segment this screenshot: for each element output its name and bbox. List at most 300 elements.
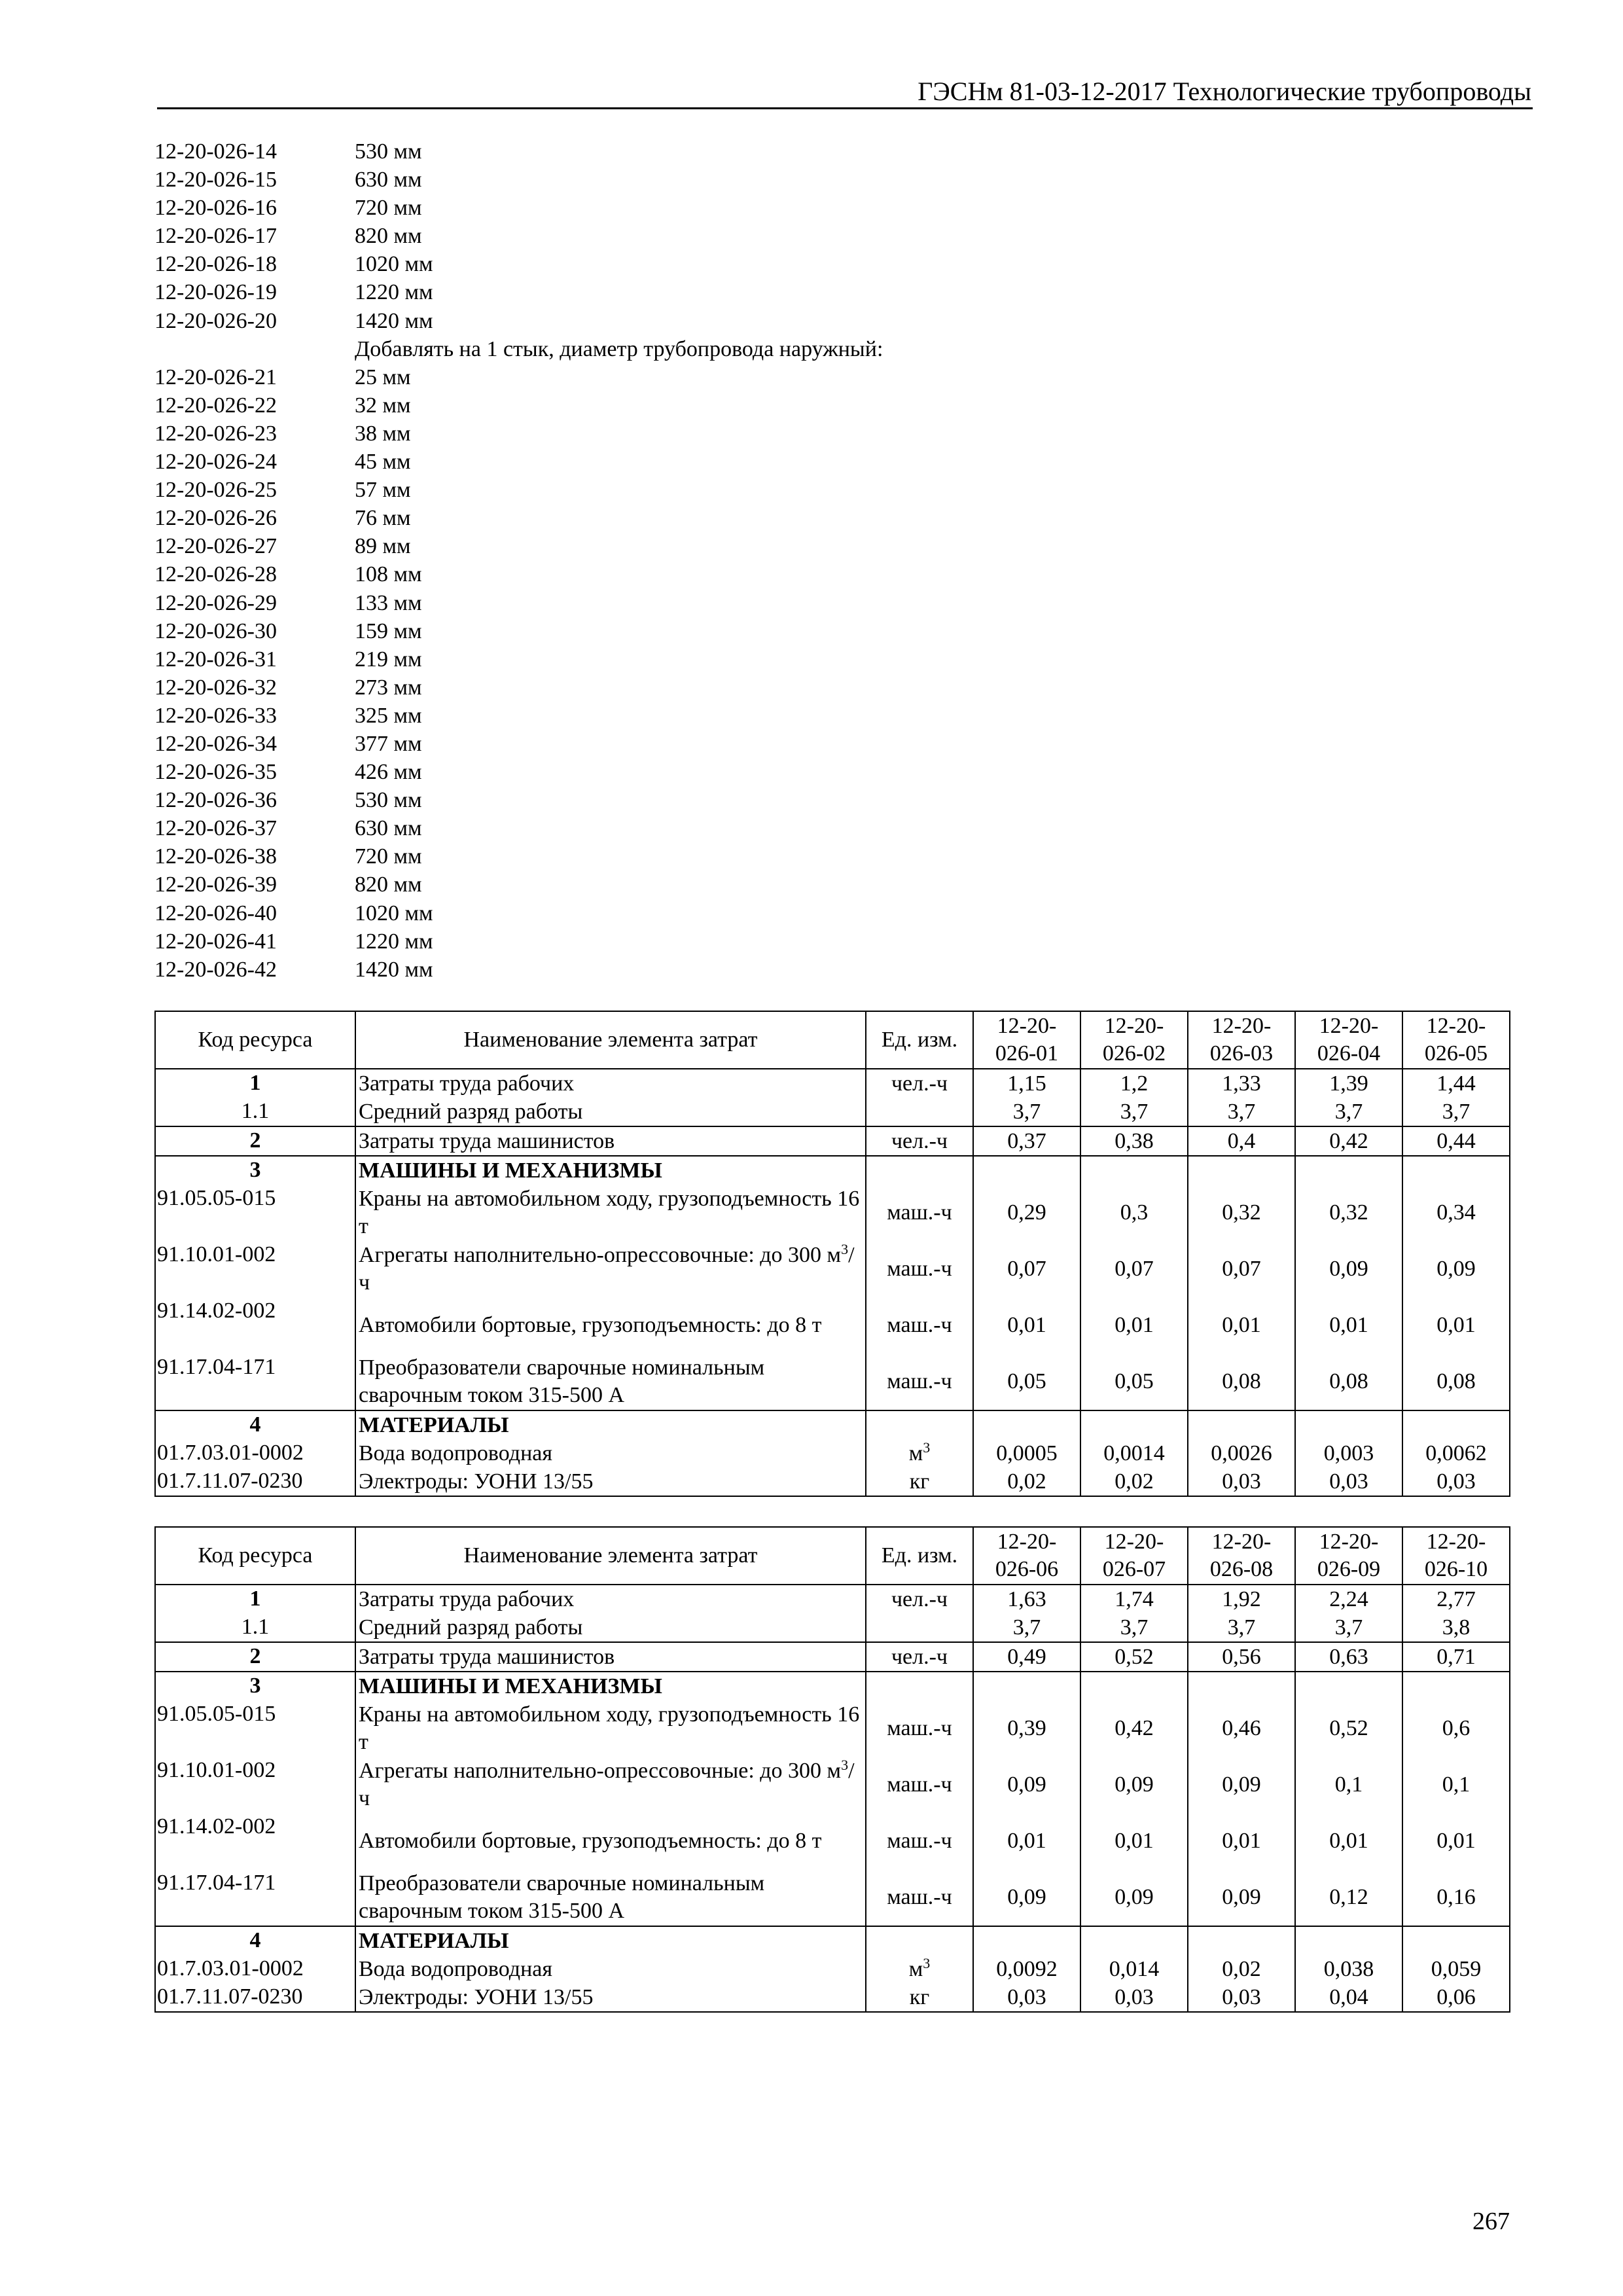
item-description: 25 мм: [355, 365, 411, 389]
item-code: 12-20-026-17: [154, 224, 277, 249]
code-list-item: [154, 617, 1136, 645]
cell-value: [1402, 1410, 1510, 1439]
cell-resource-code: 3: [155, 1156, 355, 1185]
cell-resource-code: 91.10.01-002: [155, 1241, 355, 1297]
code-list-item: [154, 420, 1136, 448]
code-list-item: [154, 758, 1136, 786]
item-description: 720 мм: [355, 844, 422, 869]
item-code: 12-20-026-36: [154, 788, 277, 813]
cell-value: 0,05: [1080, 1354, 1188, 1410]
cell-value: 0,03: [1295, 1467, 1402, 1496]
item-code: 12-20-026-27: [154, 534, 277, 559]
cell-value: 3,7: [1295, 1613, 1402, 1642]
cell-value: 0,46: [1188, 1700, 1295, 1757]
cell-unit: маш.-ч: [866, 1185, 973, 1241]
cell-value: 0,03: [1188, 1467, 1295, 1496]
item-description: 820 мм: [355, 872, 422, 897]
header-unit: Ед. изм.: [866, 1527, 973, 1585]
cell-cost-element-name: Агрегаты наполнительно-опрессовочные: до 300 $м^3/ч$: [355, 1241, 866, 1297]
item-code: 12-20-026-30: [154, 619, 277, 643]
header-norm-code: 12-20- 026-03: [1188, 1011, 1295, 1069]
cell-value: 0,01: [973, 1813, 1080, 1869]
cell-value: [1402, 1672, 1510, 1700]
table-row: [155, 1869, 1510, 1926]
cell-value: [1188, 1410, 1295, 1439]
cell-unit: маш.-ч: [866, 1813, 973, 1869]
cell-resource-code: 1.1: [155, 1098, 355, 1126]
table-row: [155, 1241, 1510, 1297]
item-description: 219 мм: [355, 647, 422, 672]
cell-resource-code: 2: [155, 1126, 355, 1156]
cell-value: 3,7: [1080, 1613, 1188, 1642]
cell-value: 0,37: [973, 1126, 1080, 1156]
cell-value: 0,09: [1080, 1869, 1188, 1926]
cell-resource-code: 1: [155, 1585, 355, 1613]
cell-value: 3,7: [1188, 1613, 1295, 1642]
item-code: 12-20-026-29: [154, 590, 277, 615]
header-resource-code: Код ресурса: [155, 1011, 355, 1069]
cell-value: 0,1: [1402, 1757, 1510, 1813]
item-code: 12-20-026-16: [154, 196, 277, 221]
cell-unit: маш.-ч: [866, 1869, 973, 1926]
item-description: 45 мм: [355, 450, 411, 475]
cell-value: 0,08: [1402, 1354, 1510, 1410]
code-list-item: [154, 532, 1136, 560]
cell-unit: маш.-ч: [866, 1700, 973, 1757]
cell-value: 0,0026: [1188, 1439, 1295, 1467]
cell-value: 0,0092: [973, 1955, 1080, 1983]
cell-value: 0,03: [1402, 1467, 1510, 1496]
page-number: 267: [1472, 2208, 1510, 2235]
cell-value: [973, 1410, 1080, 1439]
cell-resource-code: 91.05.05-015: [155, 1700, 355, 1757]
code-list-item: [154, 278, 1136, 306]
item-code: 12-20-026-19: [154, 280, 277, 305]
cell-value: 0,0062: [1402, 1439, 1510, 1467]
cell-value: 0,07: [1080, 1241, 1188, 1297]
item-code: 12-20-026-15: [154, 168, 277, 192]
cell-value: 0,01: [1295, 1297, 1402, 1354]
cell-resource-code: 01.7.11.07-0230: [155, 1983, 355, 2012]
table-row: [155, 1585, 1510, 1613]
table-row: [155, 1813, 1510, 1869]
item-code: 12-20-026-31: [154, 647, 277, 672]
cell-resource-code: 2: [155, 1642, 355, 1672]
item-code: 12-20-026-40: [154, 901, 277, 925]
cell-resource-code: 01.7.03.01-0002: [155, 1439, 355, 1467]
item-description: 530 мм: [355, 139, 422, 164]
table-row: [155, 1672, 1510, 1700]
cell-resource-code: 4: [155, 1410, 355, 1439]
cell-cost-element-name: Краны на автомобильном ходу, грузоподъемность 16 т: [355, 1700, 866, 1757]
cell-value: 0,07: [973, 1241, 1080, 1297]
cell-value: [973, 1156, 1080, 1185]
cell-value: 0,34: [1402, 1185, 1510, 1241]
item-description: 630 мм: [355, 168, 422, 192]
item-description: 426 мм: [355, 760, 422, 785]
item-description: 1020 мм: [355, 901, 433, 925]
cell-cost-element-name: Автомобили бортовые, грузоподъемность: до 8 т: [355, 1813, 866, 1869]
cell-value: 0,01: [1188, 1297, 1295, 1354]
cell-resource-code: 91.17.04-171: [155, 1869, 355, 1926]
cell-value: 3,7: [973, 1098, 1080, 1126]
code-list-item: [154, 560, 1136, 588]
code-list-item: [154, 927, 1136, 956]
cell-value: 0,32: [1295, 1185, 1402, 1241]
cell-value: 0,09: [1188, 1869, 1295, 1926]
cell-resource-code: 1.1: [155, 1613, 355, 1642]
cell-value: 1,15: [973, 1069, 1080, 1098]
item-description: 1020 мм: [355, 252, 433, 277]
cell-value: [1080, 1156, 1188, 1185]
item-description: 159 мм: [355, 619, 422, 643]
item-code: 12-20-026-18: [154, 252, 277, 277]
item-description: 720 мм: [355, 196, 422, 221]
cell-value: 0,01: [1402, 1297, 1510, 1354]
cell-value: 0,09: [973, 1757, 1080, 1813]
item-description: 32 мм: [355, 393, 411, 418]
cell-cost-element-name: Затраты труда машинистов: [355, 1642, 866, 1672]
code-list-item: [154, 250, 1136, 278]
cell-value: [1080, 1926, 1188, 1955]
item-description: 1220 мм: [355, 929, 433, 954]
cell-value: 0,56: [1188, 1642, 1295, 1672]
table-row: [155, 1098, 1510, 1126]
item-description: 630 мм: [355, 816, 422, 841]
cell-cost-element-name: Преобразователи сварочные номинальным сварочным током 315-500 А: [355, 1354, 866, 1410]
code-list-item: [154, 504, 1136, 532]
cell-value: [1080, 1410, 1188, 1439]
cell-value: 0,63: [1295, 1642, 1402, 1672]
table-row: [155, 1613, 1510, 1642]
cell-cost-element-name: Средний разряд работы: [355, 1613, 866, 1642]
cell-value: [973, 1926, 1080, 1955]
cell-unit: маш.-ч: [866, 1241, 973, 1297]
table-header-row: [155, 1527, 1510, 1585]
header-norm-code: 12-20- 026-02: [1080, 1011, 1188, 1069]
cell-value: 0,03: [1188, 1983, 1295, 2012]
item-description: 377 мм: [355, 731, 422, 756]
cell-value: [1188, 1672, 1295, 1700]
cell-value: 0,16: [1402, 1869, 1510, 1926]
code-list-item: [154, 673, 1136, 702]
cell-value: 1,39: [1295, 1069, 1402, 1098]
header-norm-code: 12-20- 026-07: [1080, 1527, 1188, 1585]
cell-cost-element-name: Преобразователи сварочные номинальным сварочным током 315-500 А: [355, 1869, 866, 1926]
cell-value: [1188, 1156, 1295, 1185]
cell-value: 3,7: [1188, 1098, 1295, 1126]
cell-value: 0,09: [1402, 1241, 1510, 1297]
cell-value: [1402, 1926, 1510, 1955]
item-code: 12-20-026-39: [154, 872, 277, 897]
item-description: 89 мм: [355, 534, 411, 559]
cell-unit: [866, 1613, 973, 1642]
header-rule: [157, 107, 1533, 109]
item-description: 76 мм: [355, 506, 411, 531]
cell-value: 0,02: [1188, 1955, 1295, 1983]
cell-resource-code: 91.10.01-002: [155, 1757, 355, 1813]
item-code: 12-20-026-20: [154, 308, 277, 333]
cell-value: [1295, 1672, 1402, 1700]
cell-value: 3,7: [1402, 1098, 1510, 1126]
item-code: 12-20-026-22: [154, 393, 277, 418]
cell-value: 1,74: [1080, 1585, 1188, 1613]
item-description: 1420 мм: [355, 308, 433, 333]
cell-value: 0,03: [1080, 1983, 1188, 2012]
table-row: [155, 1439, 1510, 1467]
item-code: 12-20-026-25: [154, 478, 277, 503]
item-code: 12-20-026-14: [154, 139, 277, 164]
table-row: [155, 1126, 1510, 1156]
table-row: [155, 1354, 1510, 1410]
cell-cost-element-name: Вода водопроводная: [355, 1955, 866, 1983]
code-list-item: [154, 589, 1136, 617]
table-row: [155, 1642, 1510, 1672]
code-list-item: [154, 194, 1136, 222]
cell-unit: чел.-ч: [866, 1069, 973, 1098]
code-list-item: [154, 335, 1136, 363]
cell-value: 0,12: [1295, 1869, 1402, 1926]
item-description: 325 мм: [355, 703, 422, 728]
cell-value: [1295, 1926, 1402, 1955]
code-list-item: [154, 842, 1136, 870]
header-norm-code: 12-20- 026-01: [973, 1011, 1080, 1069]
table-row: [155, 1069, 1510, 1098]
item-code: 12-20-026-41: [154, 929, 277, 954]
cell-value: 0,038: [1295, 1955, 1402, 1983]
item-description: 273 мм: [355, 675, 422, 700]
cell-resource-code: 1: [155, 1069, 355, 1098]
code-list-item: [154, 786, 1136, 814]
cell-resource-code: 91.14.02-002: [155, 1297, 355, 1354]
item-code: 12-20-026-23: [154, 421, 277, 446]
cell-resource-code: 91.17.04-171: [155, 1354, 355, 1410]
table-row: [155, 1983, 1510, 2012]
cell-value: 0,08: [1295, 1354, 1402, 1410]
cell-unit: [866, 1098, 973, 1126]
cell-cost-element-name: МАШИНЫ И МЕХАНИЗМЫ: [355, 1672, 866, 1700]
cell-value: 0,014: [1080, 1955, 1188, 1983]
table-row: [155, 1757, 1510, 1813]
code-list-item: [154, 956, 1136, 984]
header-norm-code: 12-20- 026-06: [973, 1527, 1080, 1585]
cell-value: 0,02: [973, 1467, 1080, 1496]
cell-value: [1295, 1156, 1402, 1185]
code-list-item: [154, 391, 1136, 420]
cell-value: 0,04: [1295, 1983, 1402, 2012]
cell-value: 0,03: [973, 1983, 1080, 2012]
item-description: 133 мм: [355, 590, 422, 615]
cell-value: 0,01: [1080, 1813, 1188, 1869]
cell-value: 0,71: [1402, 1642, 1510, 1672]
item-code: 12-20-026-38: [154, 844, 277, 869]
cell-value: 1,2: [1080, 1069, 1188, 1098]
item-description: Добавлять на 1 стык, диаметр трубопровода наружный:: [355, 336, 883, 361]
item-description: 57 мм: [355, 478, 411, 503]
code-list-item: [154, 222, 1136, 250]
item-code: 12-20-026-37: [154, 816, 277, 841]
cell-resource-code: 4: [155, 1926, 355, 1955]
cell-value: 0,52: [1080, 1642, 1188, 1672]
cell-value: 0,32: [1188, 1185, 1295, 1241]
cell-value: 0,4: [1188, 1126, 1295, 1156]
cell-value: 0,0014: [1080, 1439, 1188, 1467]
code-list-item: [154, 363, 1136, 391]
cell-value: 0,01: [973, 1297, 1080, 1354]
code-list-item: [154, 899, 1136, 927]
cell-unit: [866, 1156, 973, 1185]
cell-value: 0,06: [1402, 1983, 1510, 2012]
cell-unit: $м^3$: [866, 1439, 973, 1467]
item-code: 12-20-026-21: [154, 365, 277, 389]
cell-unit: кг: [866, 1467, 973, 1496]
cell-unit: чел.-ч: [866, 1642, 973, 1672]
cell-cost-element-name: МАТЕРИАЛЫ: [355, 1926, 866, 1955]
code-list-item: [154, 448, 1136, 476]
cell-value: 3,7: [973, 1613, 1080, 1642]
running-header-title: ГЭСНм 81-03-12-2017 Технологические трубопроводы: [918, 77, 1531, 106]
table-row: [155, 1185, 1510, 1241]
code-list-item: [154, 702, 1136, 730]
cell-cost-element-name: Агрегаты наполнительно-опрессовочные: до 300 $м^3/ч$: [355, 1757, 866, 1813]
cell-value: 0,1: [1295, 1757, 1402, 1813]
table-row: [155, 1297, 1510, 1354]
cell-cost-element-name: Затраты труда рабочих: [355, 1585, 866, 1613]
cell-value: 0,01: [1402, 1813, 1510, 1869]
cell-value: 0,42: [1080, 1700, 1188, 1757]
cell-cost-element-name: Средний разряд работы: [355, 1098, 866, 1126]
cell-value: 0,01: [1295, 1813, 1402, 1869]
header-cost-element-name: Наименование элемента затрат: [355, 1527, 866, 1585]
cell-unit: маш.-ч: [866, 1354, 973, 1410]
cell-unit: [866, 1410, 973, 1439]
cell-value: 0,09: [973, 1869, 1080, 1926]
item-code: 12-20-026-42: [154, 957, 277, 982]
cell-value: 0,059: [1402, 1955, 1510, 1983]
cell-value: 3,8: [1402, 1613, 1510, 1642]
header-resource-code: Код ресурса: [155, 1527, 355, 1585]
cell-cost-element-name: Автомобили бортовые, грузоподъемность: до 8 т: [355, 1297, 866, 1354]
cell-resource-code: 91.05.05-015: [155, 1185, 355, 1241]
cell-value: 0,38: [1080, 1126, 1188, 1156]
cell-value: [1295, 1410, 1402, 1439]
cell-cost-element-name: Затраты труда машинистов: [355, 1126, 866, 1156]
header-norm-code: 12-20- 026-08: [1188, 1527, 1295, 1585]
code-list-item: [154, 645, 1136, 673]
cell-value: 0,52: [1295, 1700, 1402, 1757]
header-norm-code: 12-20- 026-10: [1402, 1527, 1510, 1585]
cell-cost-element-name: Краны на автомобильном ходу, грузоподъемность 16 т: [355, 1185, 866, 1241]
cell-value: [1188, 1926, 1295, 1955]
item-description: 530 мм: [355, 788, 422, 813]
cell-cost-element-name: МАШИНЫ И МЕХАНИЗМЫ: [355, 1156, 866, 1185]
item-code: 12-20-026-32: [154, 675, 277, 700]
cell-value: 0,39: [973, 1700, 1080, 1757]
item-code: 12-20-026-33: [154, 703, 277, 728]
table-row: [155, 1700, 1510, 1757]
cell-unit: чел.-ч: [866, 1585, 973, 1613]
cell-value: 0,6: [1402, 1700, 1510, 1757]
cell-value: 0,01: [1080, 1297, 1188, 1354]
item-code: 12-20-026-24: [154, 450, 277, 475]
item-description: 108 мм: [355, 562, 422, 587]
cell-value: 2,77: [1402, 1585, 1510, 1613]
cell-value: 3,7: [1080, 1098, 1188, 1126]
cell-value: 0,44: [1402, 1126, 1510, 1156]
cell-value: [973, 1672, 1080, 1700]
cell-value: 0,08: [1188, 1354, 1295, 1410]
cell-value: 0,09: [1295, 1241, 1402, 1297]
cell-unit: чел.-ч: [866, 1126, 973, 1156]
cell-unit: маш.-ч: [866, 1297, 973, 1354]
item-code: 12-20-026-26: [154, 506, 277, 531]
code-list-item: [154, 307, 1136, 335]
table-row: [155, 1926, 1510, 1955]
cell-value: 0,0005: [973, 1439, 1080, 1467]
item-description: 1220 мм: [355, 280, 433, 305]
cell-value: 0,09: [1080, 1757, 1188, 1813]
header-norm-code: 12-20- 026-09: [1295, 1527, 1402, 1585]
cell-unit: [866, 1672, 973, 1700]
cell-value: 2,24: [1295, 1585, 1402, 1613]
cell-value: 0,42: [1295, 1126, 1402, 1156]
cell-cost-element-name: Электроды: УОНИ 13/55: [355, 1467, 866, 1496]
cell-unit: маш.-ч: [866, 1757, 973, 1813]
cell-cost-element-name: Электроды: УОНИ 13/55: [355, 1983, 866, 2012]
item-description: 820 мм: [355, 224, 422, 249]
item-code: 12-20-026-35: [154, 760, 277, 785]
table-row: [155, 1467, 1510, 1496]
cell-value: 1,33: [1188, 1069, 1295, 1098]
cell-value: 3,7: [1295, 1098, 1402, 1126]
cell-cost-element-name: МАТЕРИАЛЫ: [355, 1410, 866, 1439]
cell-unit: [866, 1926, 973, 1955]
item-description: 1420 мм: [355, 957, 433, 982]
cell-value: 0,003: [1295, 1439, 1402, 1467]
cell-value: 0,29: [973, 1185, 1080, 1241]
table-row: [155, 1156, 1510, 1185]
header-cost-element-name: Наименование элемента затрат: [355, 1011, 866, 1069]
item-description: 38 мм: [355, 421, 411, 446]
resource-table-1: [154, 1011, 1510, 1497]
cell-resource-code: 91.14.02-002: [155, 1813, 355, 1869]
item-code: 12-20-026-28: [154, 562, 277, 587]
header-norm-code: 12-20- 026-04: [1295, 1011, 1402, 1069]
cell-value: 1,44: [1402, 1069, 1510, 1098]
cell-unit: кг: [866, 1983, 973, 2012]
code-list-item: [154, 476, 1136, 504]
code-list-item: [154, 137, 1136, 166]
code-list: [154, 137, 1136, 984]
cell-cost-element-name: Затраты труда рабочих: [355, 1069, 866, 1098]
cell-value: [1402, 1156, 1510, 1185]
cell-value: 0,07: [1188, 1241, 1295, 1297]
cell-resource-code: 3: [155, 1672, 355, 1700]
table-row: [155, 1955, 1510, 1983]
cell-value: 1,92: [1188, 1585, 1295, 1613]
resource-table-2: [154, 1526, 1510, 2013]
cell-resource-code: 01.7.03.01-0002: [155, 1955, 355, 1983]
cell-resource-code: 01.7.11.07-0230: [155, 1467, 355, 1496]
table-row: [155, 1410, 1510, 1439]
cell-value: 1,63: [973, 1585, 1080, 1613]
cell-unit: $м^3$: [866, 1955, 973, 1983]
cell-value: 0,02: [1080, 1467, 1188, 1496]
item-code: 12-20-026-34: [154, 731, 277, 756]
cell-value: 0,01: [1188, 1813, 1295, 1869]
code-list-item: [154, 814, 1136, 842]
cell-value: 0,05: [973, 1354, 1080, 1410]
